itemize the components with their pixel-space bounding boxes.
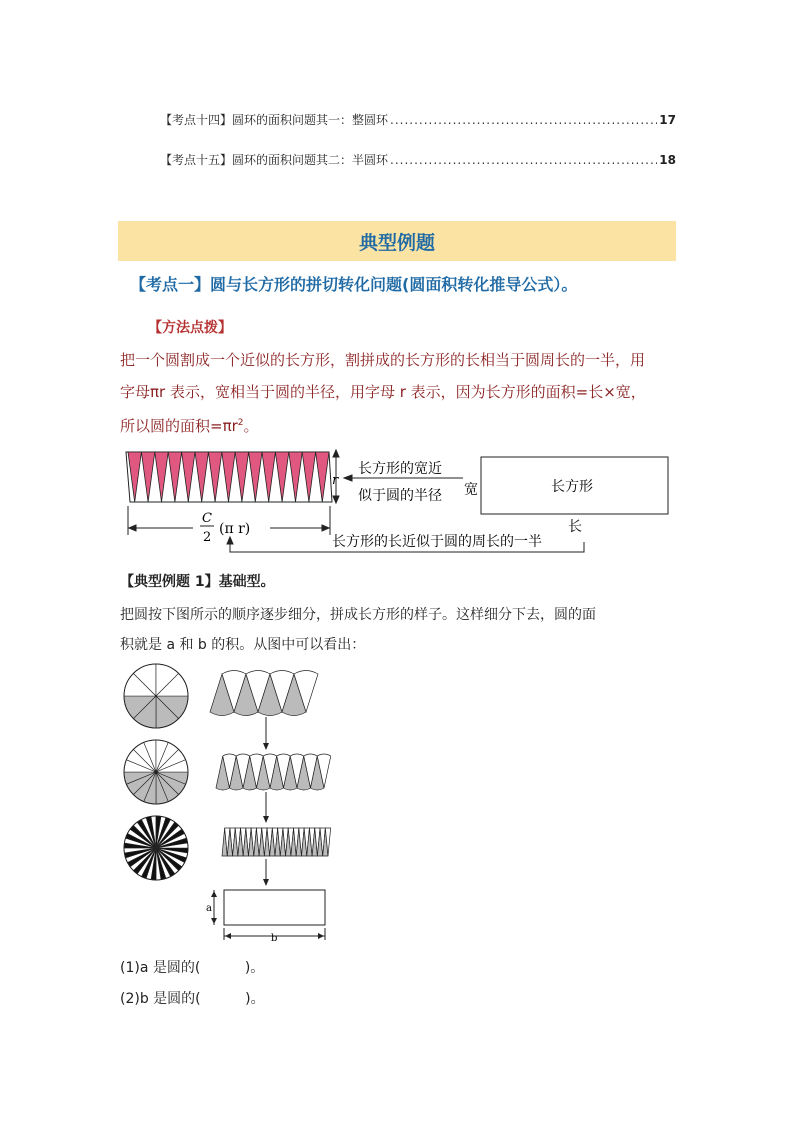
figure-circle-to-rectangle xyxy=(118,448,678,558)
arrow-down-icon xyxy=(263,816,269,823)
kaodian-title: 【考点一】圆与长方形的拼切转化问题(圆面积转化推导公式）。 xyxy=(130,275,578,294)
arrow-left-icon xyxy=(344,475,352,481)
question-1: (1)a 是圆的( )。 xyxy=(120,960,265,976)
label-kuan: 宽 xyxy=(464,482,478,498)
strip-group xyxy=(210,671,331,857)
frac-denominator: 2 xyxy=(203,530,212,545)
label-width-line1: 长方形的宽近 xyxy=(358,461,442,477)
figure-subdivision-steps xyxy=(118,662,348,942)
method-end: 。 xyxy=(243,417,259,435)
toc-leader xyxy=(390,113,657,127)
toc-page: 18 xyxy=(659,153,676,167)
pink-sector-strip xyxy=(126,452,332,502)
label-r: r xyxy=(332,473,339,488)
example-line-1: 把圆按下图所示的顺序逐步细分，拼成长方形的样子。这样细分下去，圆的面 xyxy=(120,607,596,623)
arrow-up-icon xyxy=(211,891,217,897)
question-2: (2)b 是圆的( )。 xyxy=(120,991,265,1007)
pi-r: (π r) xyxy=(219,521,251,537)
example-title: 【典型例题 1】基础型。 xyxy=(120,574,275,590)
rectangle-label: 长方形 xyxy=(551,479,593,495)
label-length: 长方形的长近似于圆的周长的一半 xyxy=(332,534,542,550)
arrow-right-icon xyxy=(318,933,324,939)
toc-page: 17 xyxy=(659,113,676,127)
method-title: 【方法点拨】 xyxy=(148,320,232,336)
toc-label: 【考点十五】圆环的面积问题其二：半圆环 xyxy=(160,153,389,167)
label-width-line2: 似于圆的半径 xyxy=(358,488,442,504)
arrow-down-icon xyxy=(211,918,217,924)
label-chang: 长 xyxy=(568,519,582,535)
arrow-right-icon xyxy=(322,525,329,531)
label-a: a xyxy=(206,903,212,914)
toc-entry-14[interactable] xyxy=(160,111,676,128)
arrow-left-icon xyxy=(225,933,231,939)
arrow-left-icon xyxy=(129,525,136,531)
frac-numerator: C xyxy=(202,511,212,526)
method-line-3-text: 所以圆的面积=πr xyxy=(120,417,238,435)
method-line-2: 字母πr 表示，宽相当于圆的半径，用字母 r 表示，因为长方形的面积=长×宽， xyxy=(120,383,646,401)
arrow-head-icon xyxy=(333,496,339,503)
toc-leader xyxy=(390,153,657,167)
label-b: b xyxy=(271,933,278,942)
example-line-2: 积就是 a 和 b 的积。从图中可以看出： xyxy=(120,637,366,653)
toc-label: 【考点十四】圆环的面积问题其一：整圆环 xyxy=(160,113,389,127)
circle-group xyxy=(124,664,188,880)
method-line-3 xyxy=(120,408,680,442)
section-banner-title: 典型例题 xyxy=(358,232,435,254)
arrow-down-icon xyxy=(263,743,269,750)
arrow-up-icon xyxy=(227,537,233,544)
method-sup: 2 xyxy=(237,418,244,428)
arrow-down-icon xyxy=(263,879,269,886)
method-line-1: 把一个圆割成一个近似的长方形，割拼成的长方形的长相当于圆周长的一半，用 xyxy=(120,351,646,369)
arrow-head-icon xyxy=(333,450,339,457)
toc-entry-15[interactable] xyxy=(160,151,676,168)
final-rectangle xyxy=(224,890,325,925)
